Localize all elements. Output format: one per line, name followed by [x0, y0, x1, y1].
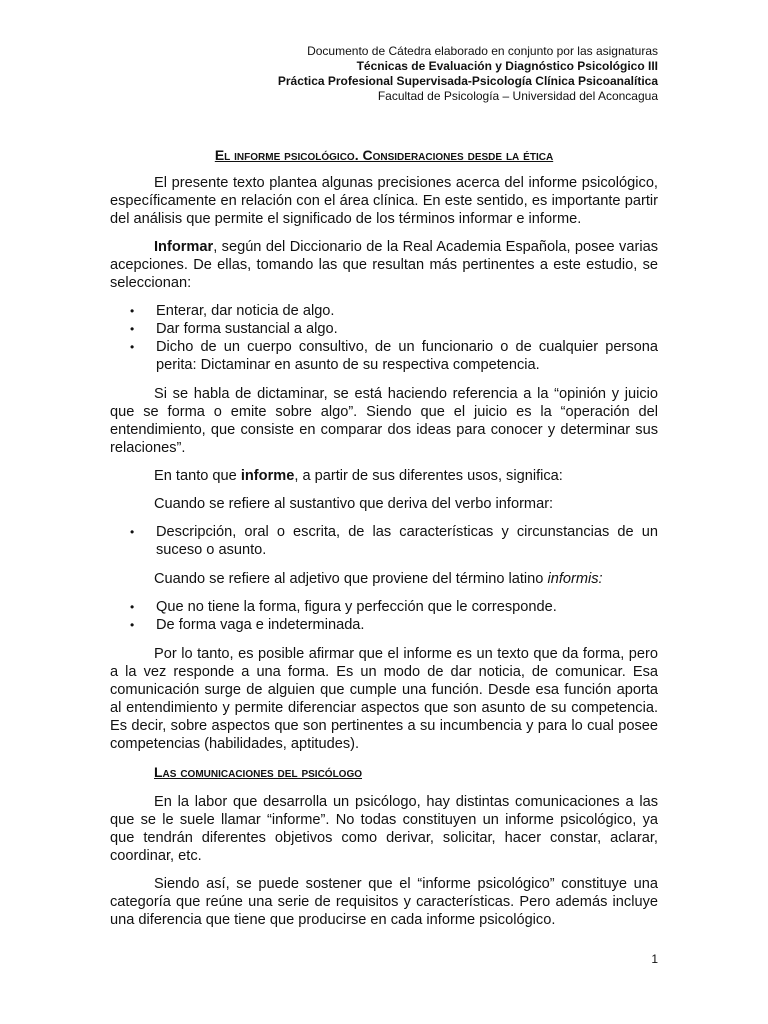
header-line-3: Práctica Profesional Supervisada-Psicología Clínica Psicoanalítica: [277, 74, 658, 88]
definitions-list-2: [110, 523, 658, 559]
paragraph-4: [154, 467, 658, 485]
list-item: • De forma vaga e indeterminada.: [110, 616, 658, 634]
header-line-2: Técnicas de Evaluación y Diagnóstico Psicológico III: [356, 59, 658, 73]
list-item: • Que no tiene la forma, figura y perfección que le corresponde.: [110, 598, 658, 616]
definitions-list-1: [110, 302, 658, 374]
list-item: • Descripción, oral o escrita, de las características y circunstancias de un suceso o asunto.: [110, 523, 658, 559]
paragraph-4-after: , a partir de sus diferentes usos, significa:: [294, 468, 563, 484]
paragraph-9: Siendo así, se puede sostener que el “informe psicológico” constituye una categoría que reúne una serie de requisitos y características. Pero además incluye una diferencia que tiene que producirse en cada informe psicológico.: [110, 876, 658, 928]
document-title: El informe psicológico. Consideraciones desde la ética: [214, 147, 554, 163]
definitions-list-3: [110, 598, 658, 634]
term-informe: informe: [240, 468, 295, 484]
list-item: • Dar forma sustancial a algo.: [110, 320, 658, 338]
document-body: [110, 146, 658, 939]
paragraph-3: Si se habla de dictaminar, se está haciendo referencia a la “opinión y juicio que se forma o emite sobre algo”. Siendo que el juicio es la “operación del entendimiento, que consiste en comparar dos ideas para conocer y determinar sus relaciones”.: [110, 386, 658, 456]
paragraph-4-before: En tanto que: [154, 468, 241, 484]
header-line-1: Documento de Cátedra elaborado en conjunto por las asignaturas: [307, 44, 658, 58]
paragraph-8: En la labor que desarrolla un psicólogo, hay distintas comunicaciones a las que se le suele llamar “informe”. No todas constituyen un informe psicológico, ya que tendrán diferentes objetivos como derivar, solicitar, hacer constar, aclarar, coordinar, etc.: [110, 794, 658, 864]
document-header: [278, 44, 658, 104]
paragraph-7: Por lo tanto, es posible afirmar que el informe es un texto que da forma, pero a la vez responde a una forma. Es un modo de dar noticia, de comunicar. Esa comunicación surge de alguien que cumple una función. Desde esa función aporta al entendimiento y permite diferenciar aspectos que son asunto de su competencia. Es decir, sobre aspectos que son pertinentes a su incumbencia y para lo cual posee competencias (habilidades, aptitudes).: [110, 646, 658, 752]
paragraph-5: Cuando se refiere al sustantivo que deriva del verbo informar:: [154, 496, 554, 512]
paragraph-2-text: , según del Diccionario de la Real Academia Española, posee varias acepciones. De ellas, tomando las que resultan más pertinentes a este estudio, se seleccionan:: [110, 239, 658, 291]
paragraph-6-text: Cuando se refiere al adjetivo que proviene del término latino: [154, 571, 548, 587]
paragraph-1: El presente texto plantea algunas precisiones acerca del informe psicológico, específicamente en relación con el área clínica. En este sentido, es importante partir del análisis que permite el significado de los términos informar e informe.: [110, 175, 658, 227]
term-informar: Informar: [154, 239, 214, 255]
list-item: • Enterar, dar noticia de algo.: [110, 302, 658, 320]
term-informis: informis:: [547, 571, 603, 587]
page-number: 1: [651, 952, 658, 966]
header-line-4: Facultad de Psicología – Universidad del Aconcagua: [377, 89, 658, 103]
paragraph-2: [110, 238, 658, 292]
list-item: • Dicho de un cuerpo consultivo, de un funcionario o de cualquier persona perita: Dictaminar en asunto de su respectiva competencia.: [110, 338, 658, 374]
section-subtitle: Las comunicaciones del psicólogo: [154, 764, 363, 780]
paragraph-6: [154, 570, 658, 588]
